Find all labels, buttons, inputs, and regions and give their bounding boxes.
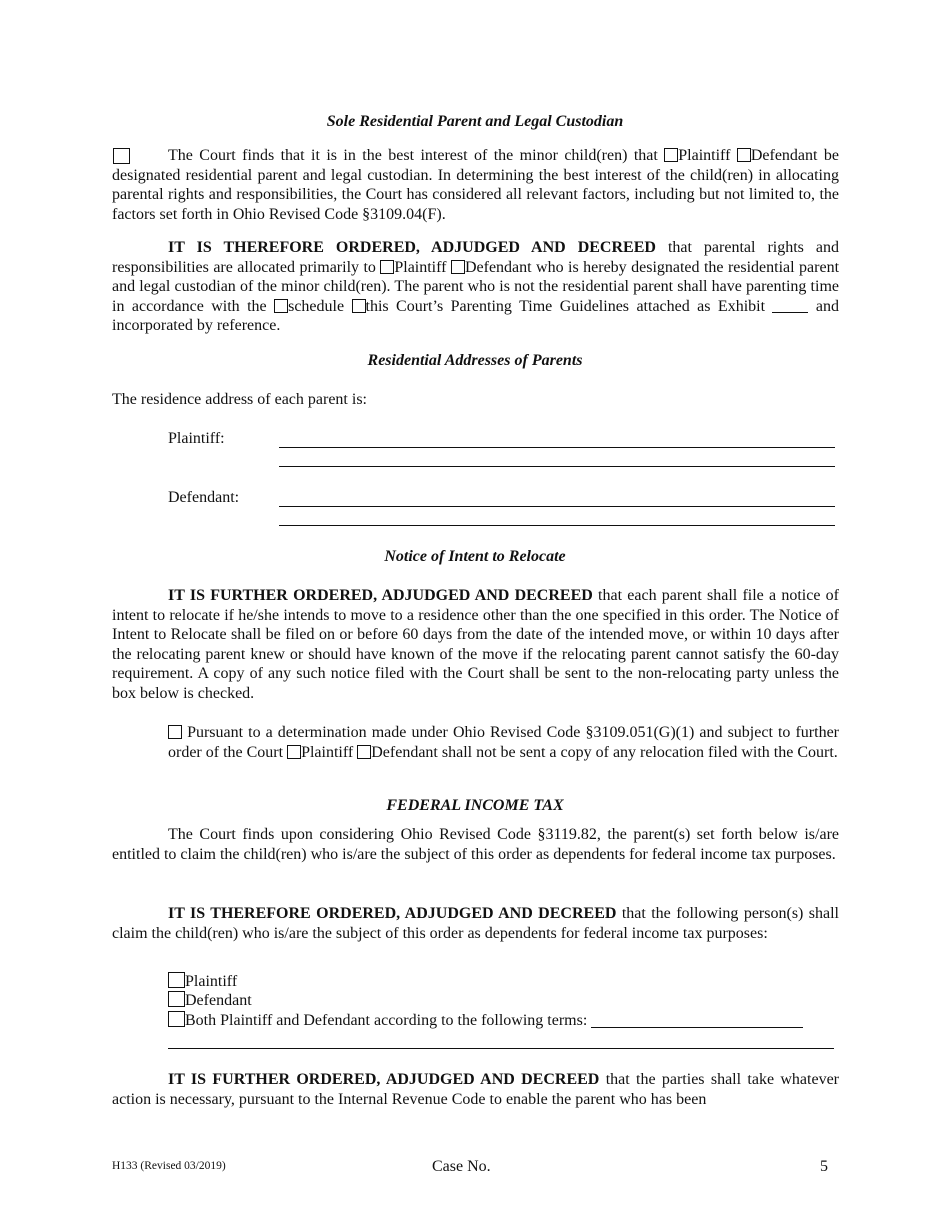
tax-terms-line[interactable] [168,1048,834,1049]
tax-finding: The Court finds upon considering Ohio Revised Code §3119.82, the parent(s) set forth below is/are entitled to claim the child(ren) who is/are the subject of this order as dependents for federal income tax purposes. [112,826,839,863]
page-number: 5 [820,1158,828,1175]
plaintiff-checkbox[interactable] [664,148,678,162]
defendant-address-line-1[interactable] [279,506,835,507]
section-heading-relocate: Notice of Intent to Relocate [384,548,566,565]
tax-option-defendant: Defendant [168,991,252,1011]
tax-plaintiff-checkbox[interactable] [168,972,185,988]
relocate-order: IT IS FURTHER ORDERED, ADJUDGED AND DECREED that each parent shall file a notice of intent to relocate if he/she intends to move to a residence other than the one specified in this order. The Notice of Intent to Relocate shall be filed on or before 60 days from the date of the intended move, or within 10 days after the relocating parent knew or should have known of the move if the relocating parent cannot satisfy the 60-day requirement. A copy of any such notice filed with the Court shall be sent to the non-relocating party unless the box below is checked. [112,587,839,702]
defendant-checkbox[interactable] [737,148,751,162]
tax-further-order: IT IS FURTHER ORDERED, ADJUDGED AND DECREED that the parties shall take whatever action is necessary, pursuant to the Internal Revenue Code to enable the parent who has been [112,1071,840,1108]
relocation-plaintiff-checkbox[interactable] [287,745,301,759]
plaintiff-address-line-2[interactable] [279,466,835,467]
relocation-exception-checkbox[interactable] [168,725,182,739]
tax-option-plaintiff: Plaintiff [168,972,237,992]
plaintiff-address-line-1[interactable] [279,447,835,448]
section-heading-sole-residential: Sole Residential Parent and Legal Custodian [326,113,624,130]
guidelines-checkbox[interactable] [352,299,366,313]
tax-terms-blank[interactable] [591,1012,803,1028]
address-intro: The residence address of each parent is: [112,391,367,408]
tax-order: IT IS THEREFORE ORDERED, ADJUDGED AND DECREED that the following person(s) shall claim the child(ren) who is/are the subject of this order as dependents for federal income tax purposes: [112,905,840,942]
sole-residential-finding: The Court finds that it is in the best interest of the minor child(ren) that Plaintiff Defendant be designated residential parent and legal custodian. In determining the best interest of the child(ren) in allocating parental rights and responsibilities, the Court has considered all relevant factors, including but not limited to, the factors set forth in Ohio Revised Code §3109.04(F). [112,147,840,223]
case-number-label: Case No. [432,1158,491,1175]
tax-option-both: Both Plaintiff and Defendant according to the following terms: [168,1011,803,1031]
tax-defendant-checkbox[interactable] [168,991,185,1007]
sole-residential-order: IT IS THEREFORE ORDERED, ADJUDGED AND DECREED that parental rights and responsibilities are allocated primarily to Plaintiff Defendant who is hereby designated the residential parent and legal custodian of the minor child(ren). The parent who is not the residential parent shall have parenting time in accordance with the schedule this Court’s Parenting Time Guidelines attached as Exhibit and incorporated by reference. [112,239,840,335]
allocated-defendant-checkbox[interactable] [451,260,465,274]
exhibit-blank[interactable] [772,298,808,313]
form-id: H133 (Revised 03/2019) [112,1160,226,1172]
relocation-exception: Pursuant to a determination made under Ohio Revised Code §3109.051(G)(1) and subject to further order of the Court Plaintiff Defendant shall not be sent a copy of any relocation filed with the Court. [168,724,839,761]
tax-both-checkbox[interactable] [168,1011,185,1027]
section-heading-residential-addresses: Residential Addresses of Parents [367,352,583,369]
section-heading-federal-income-tax: FEDERAL INCOME TAX [386,797,564,814]
allocated-plaintiff-checkbox[interactable] [380,260,394,274]
defendant-address-label: Defendant: [168,489,240,506]
defendant-address-line-2[interactable] [279,525,835,526]
plaintiff-address-label: Plaintiff: [168,430,225,447]
schedule-checkbox[interactable] [274,299,288,313]
relocation-defendant-checkbox[interactable] [357,745,371,759]
